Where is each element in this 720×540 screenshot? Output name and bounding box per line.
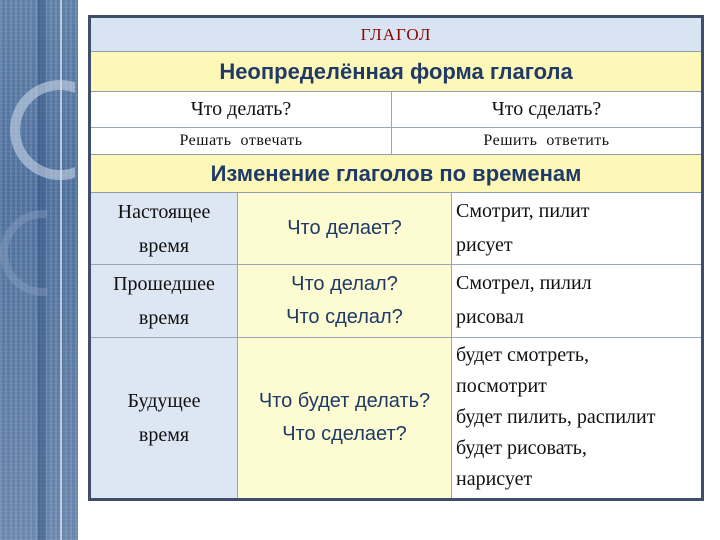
table-title-row <box>91 18 701 52</box>
tense-question-line: Что делал? <box>291 273 398 295</box>
examples-imperfective: Решать отвечать <box>179 132 303 149</box>
tense-examples-cell <box>451 338 701 498</box>
question-imperfective: Что делать? <box>190 98 292 120</box>
infinitive-questions-row <box>91 92 701 127</box>
infinitive-heading: Неопределённая форма глагола <box>219 58 573 84</box>
tense-name-cell <box>91 193 237 264</box>
tense-question-cell <box>237 193 451 264</box>
example-cell <box>391 128 701 154</box>
tense-question-line: Что делает? <box>287 217 402 239</box>
tense-name-line: Будущее <box>127 390 201 412</box>
tense-question-line: Что будет делать? <box>258 390 431 412</box>
tense-question-cell <box>237 265 451 337</box>
tense-heading-row <box>91 154 701 193</box>
tense-example-line: будет смотреть, <box>456 344 589 366</box>
tense-question-cell <box>237 338 451 498</box>
tense-name-line: Прошедшее <box>113 273 215 295</box>
tense-name-line: время <box>138 234 190 257</box>
examples-perfective: Решить ответить <box>483 132 610 149</box>
infinitive-heading-row <box>91 52 701 92</box>
decorative-side-band <box>0 0 78 540</box>
tense-name-cell <box>91 338 237 498</box>
table-row <box>91 338 701 498</box>
question-perfective: Что сделать? <box>491 98 602 120</box>
verb-table <box>88 15 704 501</box>
example-cell <box>91 128 391 154</box>
infinitive-examples-row <box>91 127 701 154</box>
tense-example-line: Смотрит, пилит <box>456 200 590 222</box>
question-cell <box>391 92 701 127</box>
tense-examples-cell <box>451 193 701 264</box>
tense-example-line: рисует <box>456 234 513 256</box>
table-row <box>91 193 701 265</box>
table-row <box>91 265 701 338</box>
tense-example-line: рисовал <box>456 306 524 328</box>
tense-name-line: Настоящее <box>117 200 211 223</box>
table-title: ГЛАГОЛ <box>360 24 432 44</box>
tense-example-line: посмотрит <box>456 375 547 397</box>
tense-example-line: Смотрел, пилил <box>456 272 592 294</box>
tense-example-line: будет пилить, распилит <box>456 406 656 428</box>
tense-heading: Изменение глаголов по временам <box>210 160 582 186</box>
tense-name-line: время <box>138 307 190 329</box>
tense-examples-cell <box>451 265 701 337</box>
decorative-circle <box>0 210 86 296</box>
tense-example-line: будет рисовать, <box>456 437 587 459</box>
tense-question-line: Что сделал? <box>286 306 403 328</box>
question-cell <box>91 92 391 127</box>
tense-name-cell <box>91 265 237 337</box>
tense-question-line: Что сделает? <box>282 423 407 445</box>
tense-example-line: нарисует <box>456 468 533 490</box>
tense-name-line: время <box>138 424 190 446</box>
